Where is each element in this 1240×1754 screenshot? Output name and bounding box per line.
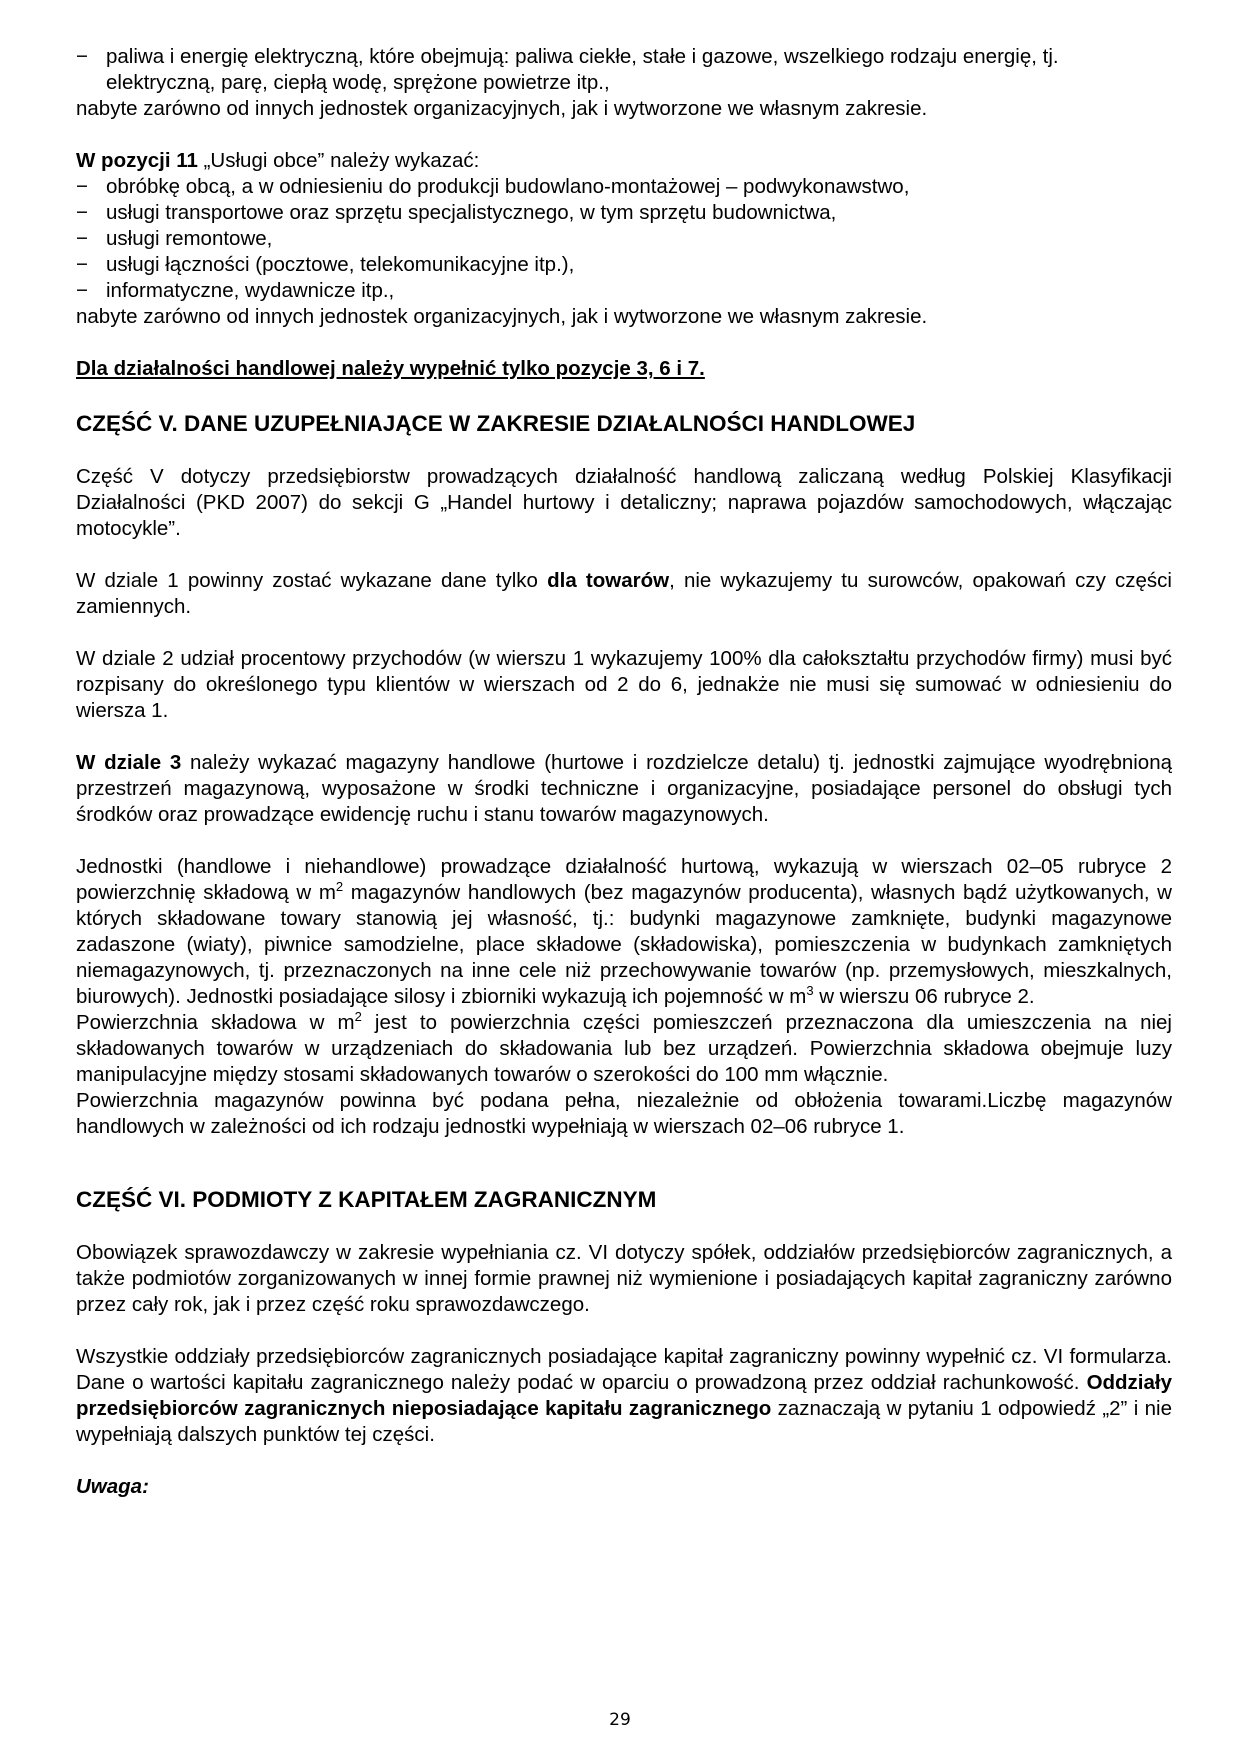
section-6-paragraph-2: [76, 1344, 1172, 1448]
external-services-list: [76, 174, 1172, 304]
position-11-intro-text: „Usługi obce” należy wykazać:: [197, 149, 480, 172]
paragraph-text: Powierzchnia składowa w m: [76, 1011, 355, 1034]
superscript: 3: [806, 983, 814, 999]
paragraph-text: Jednostki (handlowe i niehandlowe) prowadzące działalność hurtową, wykazują w wierszach 02–05 rubryce 2 powierzchnię składową w m: [76, 855, 1172, 904]
document-page: [76, 44, 1172, 1500]
note-label-text: Uwaga:: [76, 1475, 149, 1498]
section-5-paragraph-7: Powierzchnia magazynów powinna być podana pełna, niezależnie od obłożenia towarami.Liczbę magazynów handlowych w zależności od ich rodzaju jednostki wypełniają w wierszach 02–06 rubryce 1.: [76, 1089, 1172, 1138]
dash-bullet-icon: −: [76, 175, 88, 198]
trade-activity-note: [76, 356, 1172, 382]
list-item: [76, 226, 1172, 252]
paragraph-bold-text: dla towarów: [547, 569, 670, 592]
paragraph-text: , nie wykazujemy tu surowców, opakowań czy części zamiennych.: [76, 569, 1172, 618]
superscript: 2: [354, 1009, 362, 1025]
paragraph-text: Wszystkie oddziały przedsiębiorców zagranicznych posiadające kapitał zagraniczny powinny wypełnić cz. VI formularza. Dane o wartości kapitału zagranicznego należy podać w oparciu o prowadzoną przez oddział rachunkowość.: [76, 1345, 1172, 1394]
paragraph-text: magazynów handlowych (bez magazynów producenta), własnych bądź użytkowanych, w których składowane towary stanowią jej własność, tj.: budynki magazynowe zamknięte, budynki magazynowe zadaszone (wiaty), piwnice samodzielne, place składowe (składowiska), pomieszczenia w budynkach zamkniętych niemagazynowych, tj. przeznaczonych na inne cele niż przechowywanie towarów (np. przemysłowych, mieszkalnych, biurowych). Jednostki posiadające silosy i zbiorniki wykazują ich pojemność w m: [76, 881, 1172, 1008]
section-5-paragraph-4: [76, 750, 1172, 828]
note-label: [76, 1474, 1172, 1500]
dash-bullet-icon: −: [76, 45, 88, 68]
section-5-paragraph-6: [76, 1010, 1172, 1088]
section-6-heading: CZĘŚĆ VI. PODMIOTY Z KAPITAŁEM ZAGRANICZNYM: [76, 1187, 657, 1212]
list-item: [76, 278, 1172, 304]
dash-bullet-icon: −: [76, 253, 88, 276]
position-11-label: W pozycji 11: [76, 149, 198, 172]
paragraph-text: w wierszu 06 rubryce 2.: [813, 985, 1035, 1008]
dash-bullet-icon: −: [76, 279, 88, 302]
acquisition-note: nabyte zarówno od innych jednostek organizacyjnych, jak i wytworzone we własnym zakresie.: [76, 97, 928, 120]
list-item-text: usługi łączności (pocztowe, telekomunikacyjne itp.),: [106, 253, 575, 276]
list-item: [76, 44, 1172, 96]
section-5-paragraph-5: [76, 854, 1172, 1010]
list-item-text: usługi transportowe oraz sprzętu specjalistycznego, w tym sprzętu budownictwa,: [106, 201, 837, 224]
section-6-paragraph-1: Obowiązek sprawozdawczy w zakresie wypełniania cz. VI dotyczy spółek, oddziałów przedsiębiorców zagranicznych, a także podmiotów zorganizowanych w innej formie prawnej niż wymienione i posiadających kapitał zagraniczny zarówno przez cały rok, jak i przez część roku sprawozdawczego.: [76, 1241, 1172, 1316]
paragraph-text: jest to powierzchnia części pomieszczeń przeznaczona dla umieszczenia na niej składowanych towarów w urządzeniach do składowania lub bez urządzeń. Powierzchnia składowa obejmuje luzy manipulacyjne między stosami składowanych towarów o szerokości do 100 mm włącznie.: [76, 1011, 1172, 1086]
page-number: 29: [609, 1710, 631, 1730]
section-5-paragraph-1: Część V dotyczy przedsiębiorstw prowadzących działalność handlową zaliczaną według Polskiej Klasyfikacji Działalności (PKD 2007) do sekcji G „Handel hurtowy i detaliczny; naprawa pojazdów samochodowych, włączając motocykle”.: [76, 465, 1172, 540]
trade-activity-note-text: Dla działalności handlowej należy wypełnić tylko pozycje 3, 6 i 7.: [76, 357, 705, 380]
section-5-paragraph-3: W dziale 2 udział procentowy przychodów (w wierszu 1 wykazujemy 100% dla całokształtu przychodów firmy) musi być rozpisany do określonego typu klientów w wierszach od 2 do 6, jednakże nie musi się sumować w odniesieniu do wiersza 1.: [76, 647, 1172, 722]
dash-bullet-icon: −: [76, 227, 88, 250]
dash-bullet-icon: −: [76, 201, 88, 224]
position-11-intro: [76, 148, 1172, 174]
superscript: 2: [335, 879, 344, 895]
paragraph-text: W dziale 1 powinny zostać wykazane dane tylko: [76, 569, 548, 592]
fuel-energy-list: [76, 44, 1172, 96]
list-item: [76, 200, 1172, 226]
paragraph-bold-text: W dziale 3: [76, 751, 182, 774]
paragraph-bold-text: Oddziały przedsiębiorców zagranicznych nieposiadające kapitału zagranicznego: [76, 1371, 1172, 1420]
section-5-heading: CZĘŚĆ V. DANE UZUPEŁNIAJĄCE W ZAKRESIE DZIAŁALNOŚCI HANDLOWEJ: [76, 411, 916, 436]
list-item: [76, 252, 1172, 278]
paragraph-text: zaznaczają w pytaniu 1 odpowiedź „2” i nie wypełniają dalszych punktów tej części.: [76, 1397, 1172, 1446]
acquisition-note: nabyte zarówno od innych jednostek organizacyjnych, jak i wytworzone we własnym zakresie.: [76, 305, 928, 328]
list-item-text: obróbkę obcą, a w odniesieniu do produkcji budowlano-montażowej – podwykonawstwo,: [106, 175, 910, 198]
list-item-text: usługi remontowe,: [106, 227, 273, 250]
section-5-paragraph-2: [76, 568, 1172, 620]
list-item-text: paliwa i energię elektryczną, które obejmują: paliwa ciekłe, stałe i gazowe, wszelkiego rodzaju energię, tj. elektryczną, parę, ciepłą wodę, sprężone powietrze itp.,: [106, 45, 1059, 94]
list-item: [76, 174, 1172, 200]
list-item-text: informatyczne, wydawnicze itp.,: [106, 279, 395, 302]
paragraph-text: należy wykazać magazyny handlowe (hurtowe i rozdzielcze detalu) tj. jednostki zajmujące wyodrębnioną przestrzeń magazynową, wyposażone w środki techniczne i organizacyjne, posiadające personel do obsługi tych środków oraz prowadzące ewidencję ruchu i stanu towarów magazynowych.: [76, 751, 1173, 826]
